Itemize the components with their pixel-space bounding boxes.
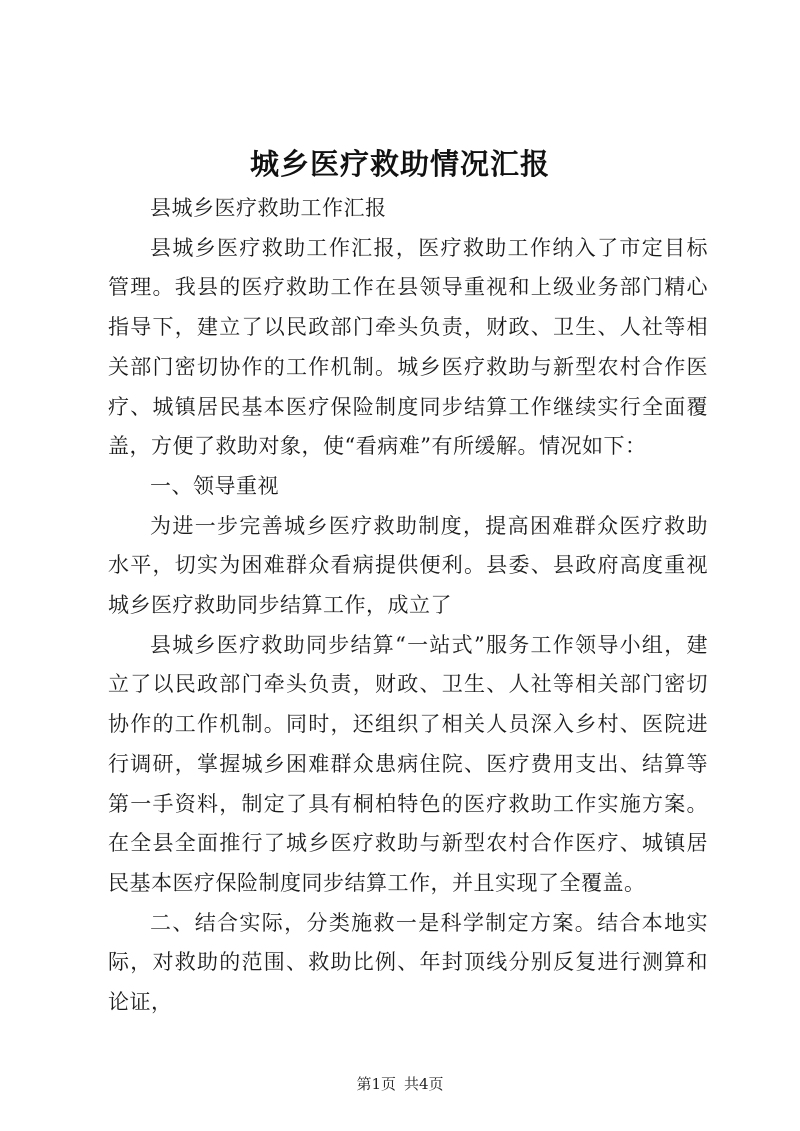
intro-paragraph: 县城乡医疗救助工作汇报，医疗救助工作纳入了市定目标管理。我县的医疗救助工作在县领导重视和上级业务部门精心指导下，建立了以民政部门牵头负责，财政、卫生、人社等相关部门密切协作的工作机制。城乡医疗救助与新型农村合作医疗、城镇居民基本医疗保险制度同步结算工作继续实行全面覆盖，方便了救助对象，使“看病难”有所缓解。情况如下： <box>108 235 708 459</box>
leadership-paragraph: 为进一步完善城乡医疗救助制度，提高困难群众医疗救助水平，切实为困难群众看病提供便利。县委、县政府高度重视城乡医疗救助同步结算工作，成立了 <box>108 513 708 618</box>
document-title: 城乡医疗救助情况汇报 <box>249 147 550 181</box>
page-number: 第1页 <box>356 1075 396 1093</box>
page-footer <box>0 1073 800 1094</box>
document-body <box>108 189 708 1023</box>
working-group-paragraph: 县城乡医疗救助同步结算“一站式”服务工作领导小组，建立了以民政部门牵头负责，财政、卫生、人社等相关部门密切协作的工作机制。同时，还组织了相关人员深入乡村、医院进行调研，掌握城乡困难群众患病住院、医疗费用支出、结算等第一手资料，制定了具有桐柏特色的医疗救助工作实施方案。在全县全面推行了城乡医疗救助与新型农村合作医疗、城镇居民基本医疗保险制度同步结算工作，并且实现了全覆盖。 <box>108 632 708 895</box>
section-heading-leadership: 一、领导重视 <box>150 473 279 498</box>
page-total: 共4页 <box>404 1075 444 1093</box>
subtitle-paragraph: 县城乡医疗救助工作汇报 <box>150 196 387 220</box>
section-heading-practice: 二、结合实际，分类施救一是科学制定方案。结合本地实际，对救助的范围、救助比例、年封顶线分别反复进行测算和论证， <box>108 910 708 1015</box>
